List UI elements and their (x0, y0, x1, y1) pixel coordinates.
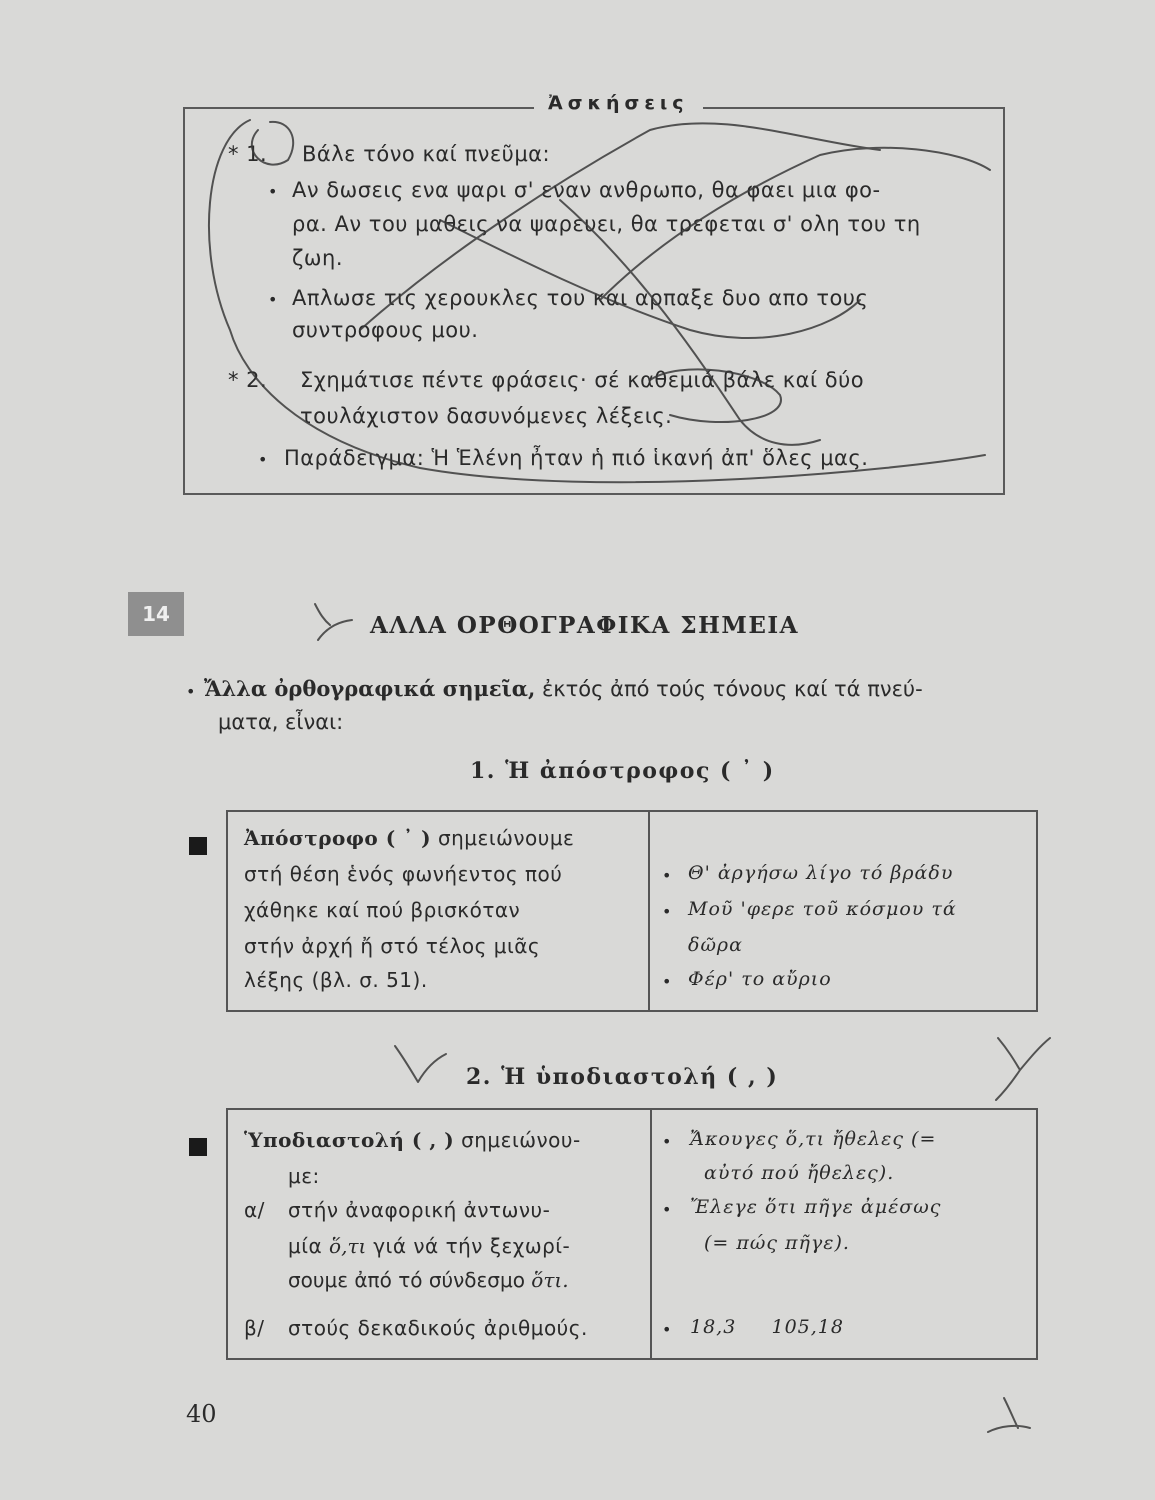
exercise-1-marker: * 1. (228, 142, 268, 166)
decimal-comma-def-line1-rest: σημειώνου- (454, 1128, 581, 1152)
page-number: 40 (186, 1400, 217, 1428)
apostrophe-def-line3: χάθηκε καί πού βρισκόταν (244, 898, 521, 922)
intro-bold-term: Ἄλλα ὀρθογραφικά σημεῖα, (204, 676, 536, 701)
pencil-tick-mark (395, 1046, 446, 1082)
bullet-icon: • (662, 1320, 672, 1339)
bullet-icon: • (662, 902, 672, 921)
apostrophe-def-line1-rest: σημειώνουμε (431, 826, 575, 850)
apostrophe-def-line2: στή θέση ἑνός φωνήεντος πού (244, 862, 563, 886)
bullet-icon: • (268, 182, 278, 201)
apostrophe-example-2: Μοῦ 'φερε τοῦ κόσμου τά (688, 898, 957, 920)
decimal-comma-term: Ὑποδιαστολή ( , ) (244, 1128, 455, 1152)
exercise-1-instruction: Βάλε τόνο καί πνεῦμα: (302, 142, 551, 166)
pencil-oval-mark (650, 369, 781, 422)
exercise-2-example: Παράδειγμα: Ἡ Ἑλένη ἦταν ἡ πιό ἱκανή ἀπ' ὅλες μας. (284, 446, 869, 470)
decimal-comma-a-line3-italic: ὅτι. (531, 1268, 569, 1292)
bullet-icon: • (186, 682, 196, 701)
decimal-comma-b-label: β/ (244, 1316, 265, 1340)
bullet-icon: • (258, 450, 268, 469)
pencil-cross-stroke (560, 200, 820, 445)
decimal-comma-a-label: α/ (244, 1198, 265, 1222)
exercise-2-marker: * 2. (228, 368, 268, 392)
chapter-title: ΑΛΛΑ ΟΡΘΟΓΡΑΦΙΚΑ ΣΗΜΕΙΑ (370, 612, 799, 639)
bullet-icon: • (662, 1200, 672, 1219)
bullet-icon: • (662, 1132, 672, 1151)
decimal-comma-example-3: 18,3 105,18 (690, 1316, 844, 1338)
decimal-comma-def-line2: με: (288, 1164, 320, 1188)
bullet-icon: • (662, 866, 672, 885)
exercise-1-item2-line2: συντροφους μου. (292, 318, 479, 342)
intro-line2: ματα, εἶναι: (218, 710, 344, 734)
section-1-heading: 1. Ἡ ἀπόστροφος ( ᾿ ) (470, 758, 775, 784)
decimal-comma-example-1-cont: αὐτό πού ἤθελες). (704, 1162, 895, 1184)
pencil-tick-mark (988, 1398, 1030, 1432)
exercise-1-item1-line2: ρα. Αν του μαθεις να ψαρευει, θα τρεφεται σ' ολη του τη (292, 212, 921, 236)
apostrophe-example-1: Θ' ἀργήσω λίγο τό βράδυ (688, 862, 954, 884)
decimal-comma-example-2: Ἔλεγε ὅτι πῆγε ἀμέσως (690, 1196, 942, 1218)
decimal-comma-a-line2-pre: μία (288, 1234, 330, 1258)
decimal-comma-a-line2-italic: ὅ,τι (329, 1234, 367, 1258)
pencil-loop-outline (209, 120, 985, 482)
apostrophe-example-2-cont: δῶρα (688, 934, 743, 956)
bullet-icon: • (268, 290, 278, 309)
decimal-comma-a-line2-post: γιά νά τήν ξεχωρί- (366, 1234, 571, 1258)
chapter-number-badge: 14 (128, 592, 184, 636)
apostrophe-def-line5: λέξης (βλ. σ. 51). (244, 968, 428, 992)
exercise-1-item1-line1: Αν δωσεις ενα ψαρι σ' εναν ανθρωπο, θα φαει μια φο- (292, 178, 881, 202)
exercise-2-line2: τουλάχιστον δασυνόμενες λέξεις. (300, 404, 673, 428)
exercises-title: Ἀσκήσεις (534, 92, 703, 114)
apostrophe-example-3: Φέρ' το αὔριο (688, 968, 832, 990)
pencil-tick-mark (315, 604, 352, 640)
pencil-tick-mark (996, 1038, 1050, 1100)
pencil-cross-stroke (600, 148, 990, 300)
exercise-1-item1-line3: ζωη. (292, 246, 343, 270)
pencil-cross-stroke (440, 220, 860, 338)
exercise-2-line1: Σχημάτισε πέντε φράσεις· σέ καθεμιά βάλε καί δύο (300, 368, 865, 392)
decimal-comma-example-1: Ἄκουγες ὅ,τι ἤθελες (= (690, 1128, 937, 1150)
exercise-1-item2-line1: Απλωσε τις χερουκλες του και αρπαξε δυο απο τους (292, 286, 869, 310)
decimal-comma-example-2-cont: (= πώς πῆγε). (704, 1232, 850, 1254)
apostrophe-term: Ἀπόστροφο ( ᾿ ) (244, 826, 432, 850)
bullet-icon: • (662, 972, 672, 991)
decimal-comma-a-line3-pre: σουμε ἀπό τό σύνδεσμο (288, 1268, 532, 1292)
pencil-circle-mark (252, 122, 293, 165)
pencil-cross-stroke (360, 123, 880, 330)
decimal-comma-a-line1: στήν ἀναφορική ἀντωνυ- (288, 1198, 551, 1222)
section-2-heading: 2. Ἡ ὑποδιαστολή ( , ) (466, 1064, 779, 1090)
decimal-comma-b-line1: στούς δεκαδικούς ἀριθμούς. (288, 1316, 588, 1340)
intro-line1-rest: ἐκτός ἀπό τούς τόνους καί τά πνεύ- (535, 677, 923, 701)
apostrophe-def-line4: στήν ἀρχή ἤ στό τέλος μιᾶς (244, 934, 541, 958)
